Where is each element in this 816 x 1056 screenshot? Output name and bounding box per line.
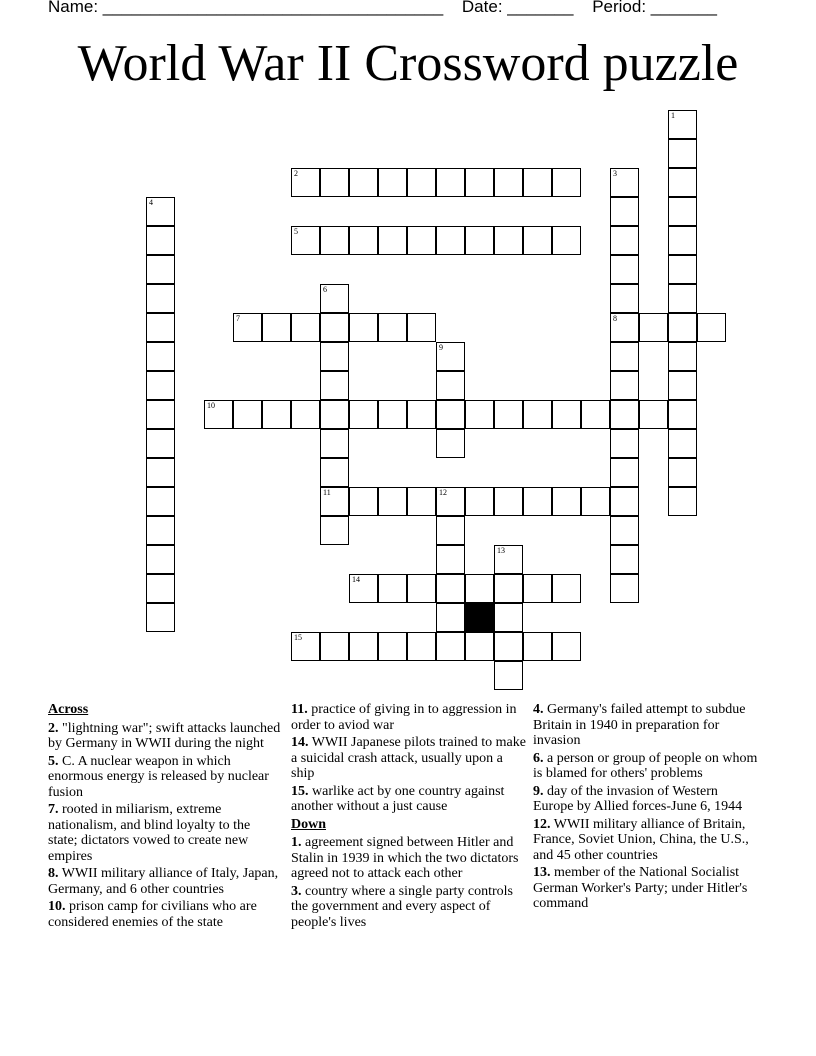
grid-cell[interactable] <box>436 400 465 429</box>
grid-cell[interactable] <box>494 632 523 661</box>
grid-cell[interactable] <box>262 313 291 342</box>
grid-cell[interactable] <box>552 487 581 516</box>
grid-cell[interactable] <box>610 487 639 516</box>
grid-cell[interactable] <box>146 371 175 400</box>
grid-cell[interactable] <box>436 516 465 545</box>
grid-cell[interactable] <box>436 574 465 603</box>
grid-cell[interactable] <box>436 226 465 255</box>
grid-cell[interactable] <box>320 632 349 661</box>
grid-cell[interactable] <box>320 284 349 313</box>
grid-cell[interactable] <box>320 168 349 197</box>
grid-cell[interactable] <box>436 168 465 197</box>
clues-column-2 <box>291 702 526 932</box>
grid-cell[interactable] <box>494 545 523 574</box>
clue-across-15: 15. warlike act by one country against another without a just cause <box>291 783 505 814</box>
clue-number: 12 <box>439 488 447 497</box>
grid-cell[interactable] <box>407 487 436 516</box>
clue-number: 4 <box>149 198 153 207</box>
clue-number: 5 <box>294 227 298 236</box>
grid-cell[interactable] <box>465 574 494 603</box>
grid-cell[interactable] <box>523 632 552 661</box>
grid-cell[interactable] <box>378 574 407 603</box>
grid-cell[interactable] <box>494 574 523 603</box>
grid-cell[interactable] <box>610 574 639 603</box>
grid-cell[interactable] <box>233 313 262 342</box>
grid-cell[interactable] <box>668 429 697 458</box>
grid-cell[interactable] <box>436 632 465 661</box>
grid-cell[interactable] <box>320 313 349 342</box>
grid-cell[interactable] <box>436 545 465 574</box>
grid-cell[interactable] <box>610 429 639 458</box>
grid-cell[interactable] <box>610 545 639 574</box>
grid-cell[interactable] <box>697 313 726 342</box>
grid-cell[interactable] <box>610 458 639 487</box>
grid-cell[interactable] <box>494 168 523 197</box>
grid-cell[interactable] <box>407 400 436 429</box>
grid-cell[interactable] <box>378 168 407 197</box>
grid-cell[interactable] <box>668 313 697 342</box>
grid-cell[interactable] <box>494 487 523 516</box>
grid-cell[interactable] <box>639 400 668 429</box>
down-heading: Down <box>291 816 327 832</box>
grid-cell[interactable] <box>668 168 697 197</box>
grid-cell[interactable] <box>146 574 175 603</box>
clue-down-12: 12. WWII military alliance of Britain, France, Soviet Union, China, the U.S., and 45 other countries <box>533 816 749 863</box>
grid-cell[interactable] <box>146 458 175 487</box>
clue-number: 2 <box>294 169 298 178</box>
grid-cell[interactable] <box>610 197 639 226</box>
grid-cell[interactable] <box>465 487 494 516</box>
grid-cell[interactable] <box>436 429 465 458</box>
grid-cell[interactable] <box>552 632 581 661</box>
grid-cell[interactable] <box>349 487 378 516</box>
grid-cell[interactable] <box>349 168 378 197</box>
clue-number: 9 <box>439 343 443 352</box>
clue-down-4: 4. Germany's failed attempt to subdue Britain in 1940 in preparation for invasion <box>533 702 746 748</box>
grid-cell[interactable] <box>146 313 175 342</box>
clue-number: 3 <box>613 169 617 178</box>
grid-cell[interactable] <box>146 487 175 516</box>
grid-cell[interactable] <box>523 226 552 255</box>
clue-number: 7 <box>236 314 240 323</box>
clue-number: 8 <box>613 314 617 323</box>
grid-cell[interactable] <box>320 458 349 487</box>
grid-cell[interactable] <box>668 226 697 255</box>
grid-cell[interactable] <box>146 429 175 458</box>
grid-cell[interactable] <box>320 342 349 371</box>
clue-across-7: 7. rooted in miliarism, extreme nationalism, and blind loyalty to the state; dictators vowed to create new empires <box>48 802 251 864</box>
grid-cell[interactable] <box>465 632 494 661</box>
grid-cell[interactable] <box>436 371 465 400</box>
grid-cell[interactable] <box>378 313 407 342</box>
grid-cell[interactable] <box>436 603 465 632</box>
grid-cell[interactable] <box>465 226 494 255</box>
period-field[interactable]: Period: _______ <box>592 0 717 16</box>
grid-cell[interactable] <box>349 632 378 661</box>
grid-cell[interactable] <box>668 371 697 400</box>
grid-cell[interactable] <box>378 226 407 255</box>
grid-cell[interactable] <box>320 371 349 400</box>
clue-across-10: 10. prison camp for civilians who are considered enemies of the state <box>48 899 257 930</box>
clue-across-5: 5. C. A nuclear weapon in which enormous energy is released by nuclear fusion <box>48 753 269 800</box>
clue-down-1: 1. agreement signed between Hitler and Stalin in 1939 in which the two dictators agreed not to attack each other <box>291 835 519 881</box>
clue-number: 1 <box>671 111 675 120</box>
clue-number: 6 <box>323 285 327 294</box>
grid-cell[interactable] <box>291 226 320 255</box>
grid-cell[interactable] <box>494 603 523 632</box>
grid-cell[interactable] <box>320 516 349 545</box>
grid-cell[interactable] <box>320 487 349 516</box>
grid-cell[interactable] <box>668 110 697 139</box>
grid-cell[interactable] <box>291 400 320 429</box>
grid-cell[interactable] <box>349 400 378 429</box>
grid-cell[interactable] <box>146 226 175 255</box>
grid-cell[interactable] <box>291 632 320 661</box>
grid-cell[interactable] <box>639 313 668 342</box>
grid-cell[interactable] <box>552 226 581 255</box>
grid-cell[interactable] <box>146 516 175 545</box>
grid-cell[interactable] <box>407 313 436 342</box>
black-cell <box>465 603 494 632</box>
grid-cell[interactable] <box>610 516 639 545</box>
grid-cell[interactable] <box>610 284 639 313</box>
grid-cell[interactable] <box>523 168 552 197</box>
grid-cell[interactable] <box>378 400 407 429</box>
clue-across-8: 8. WWII military alliance of Italy, Japan, Germany, and 6 other countries <box>48 866 279 897</box>
clue-across-2: 2. "lightning war"; swift attacks launched by Germany in WWII during the night <box>48 720 281 751</box>
clue-number: 10 <box>207 401 215 410</box>
grid-cell[interactable] <box>610 226 639 255</box>
grid-cell[interactable] <box>378 632 407 661</box>
grid-cell[interactable] <box>146 545 175 574</box>
date-field[interactable]: Date: _______ <box>461 0 574 16</box>
grid-cell[interactable] <box>668 284 697 313</box>
grid-cell[interactable] <box>581 400 610 429</box>
grid-cell[interactable] <box>291 313 320 342</box>
clue-down-13: 13. member of the National Socialist German Worker's Party; under Hitler's command <box>533 865 748 911</box>
grid-cell[interactable] <box>378 487 407 516</box>
grid-cell[interactable] <box>436 487 465 516</box>
clues-column-3 <box>533 702 758 914</box>
grid-cell[interactable] <box>668 255 697 284</box>
grid-cell[interactable] <box>146 197 175 226</box>
clue-down-6: 6. a person or group of people on whom is blamed for others' problems <box>533 750 758 781</box>
grid-cell[interactable] <box>146 255 175 284</box>
clue-across-14: 14. WWII Japanese pilots trained to make a suicidal crash attack, usually upon a ship <box>291 735 526 781</box>
grid-cell[interactable] <box>668 487 697 516</box>
grid-cell[interactable] <box>552 168 581 197</box>
across-heading: Across <box>48 702 89 717</box>
grid-cell[interactable] <box>320 400 349 429</box>
grid-cell[interactable] <box>581 487 610 516</box>
grid-cell[interactable] <box>668 342 697 371</box>
grid-cell[interactable] <box>465 168 494 197</box>
grid-cell[interactable] <box>407 574 436 603</box>
grid-cell[interactable] <box>436 342 465 371</box>
grid-cell[interactable] <box>668 197 697 226</box>
grid-cell[interactable] <box>523 574 552 603</box>
clue-number: 15 <box>294 633 302 642</box>
grid-cell[interactable] <box>320 226 349 255</box>
clue-number: 13 <box>497 546 505 555</box>
grid-cell[interactable] <box>233 400 262 429</box>
grid-cell[interactable] <box>610 400 639 429</box>
grid-cell[interactable] <box>668 139 697 168</box>
grid-cell[interactable] <box>668 400 697 429</box>
grid-cell[interactable] <box>320 429 349 458</box>
grid-cell[interactable] <box>146 342 175 371</box>
clue-down-9: 9. day of the invasion of Western Europe by Allied forces-June 6, 1944 <box>533 783 743 814</box>
grid-cell[interactable] <box>552 400 581 429</box>
clue-down-3: 3. country where a single party controls the government and every aspect of people's lives <box>291 883 513 930</box>
grid-cell[interactable] <box>204 400 233 429</box>
grid-cell[interactable] <box>610 255 639 284</box>
grid-cell[interactable] <box>610 313 639 342</box>
grid-cell[interactable] <box>262 400 291 429</box>
name-field[interactable]: Name: ____________________________________ <box>48 0 444 16</box>
grid-cell[interactable] <box>349 313 378 342</box>
clues-column-1 <box>48 702 283 932</box>
clue-number: 14 <box>352 575 360 584</box>
grid-cell[interactable] <box>610 168 639 197</box>
clue-number: 11 <box>323 488 331 497</box>
grid-cell[interactable] <box>494 661 523 690</box>
grid-cell[interactable] <box>610 371 639 400</box>
grid-cell[interactable] <box>552 574 581 603</box>
grid-cell[interactable] <box>407 226 436 255</box>
grid-cell[interactable] <box>349 226 378 255</box>
clue-across-11: 11. practice of giving in to aggression in order to aviod war <box>291 702 517 733</box>
grid-cell[interactable] <box>523 400 552 429</box>
grid-cell[interactable] <box>407 168 436 197</box>
grid-cell[interactable] <box>407 632 436 661</box>
grid-cell[interactable] <box>291 168 320 197</box>
grid-cell[interactable] <box>494 400 523 429</box>
grid-cell[interactable] <box>523 487 552 516</box>
grid-cell[interactable] <box>465 400 494 429</box>
grid-cell[interactable] <box>610 342 639 371</box>
grid-cell[interactable] <box>349 574 378 603</box>
grid-cell[interactable] <box>146 603 175 632</box>
grid-cell[interactable] <box>668 458 697 487</box>
page-title: World War II Crossword puzzle <box>77 35 739 92</box>
grid-cell[interactable] <box>146 400 175 429</box>
grid-cell[interactable] <box>146 284 175 313</box>
grid-cell[interactable] <box>494 226 523 255</box>
